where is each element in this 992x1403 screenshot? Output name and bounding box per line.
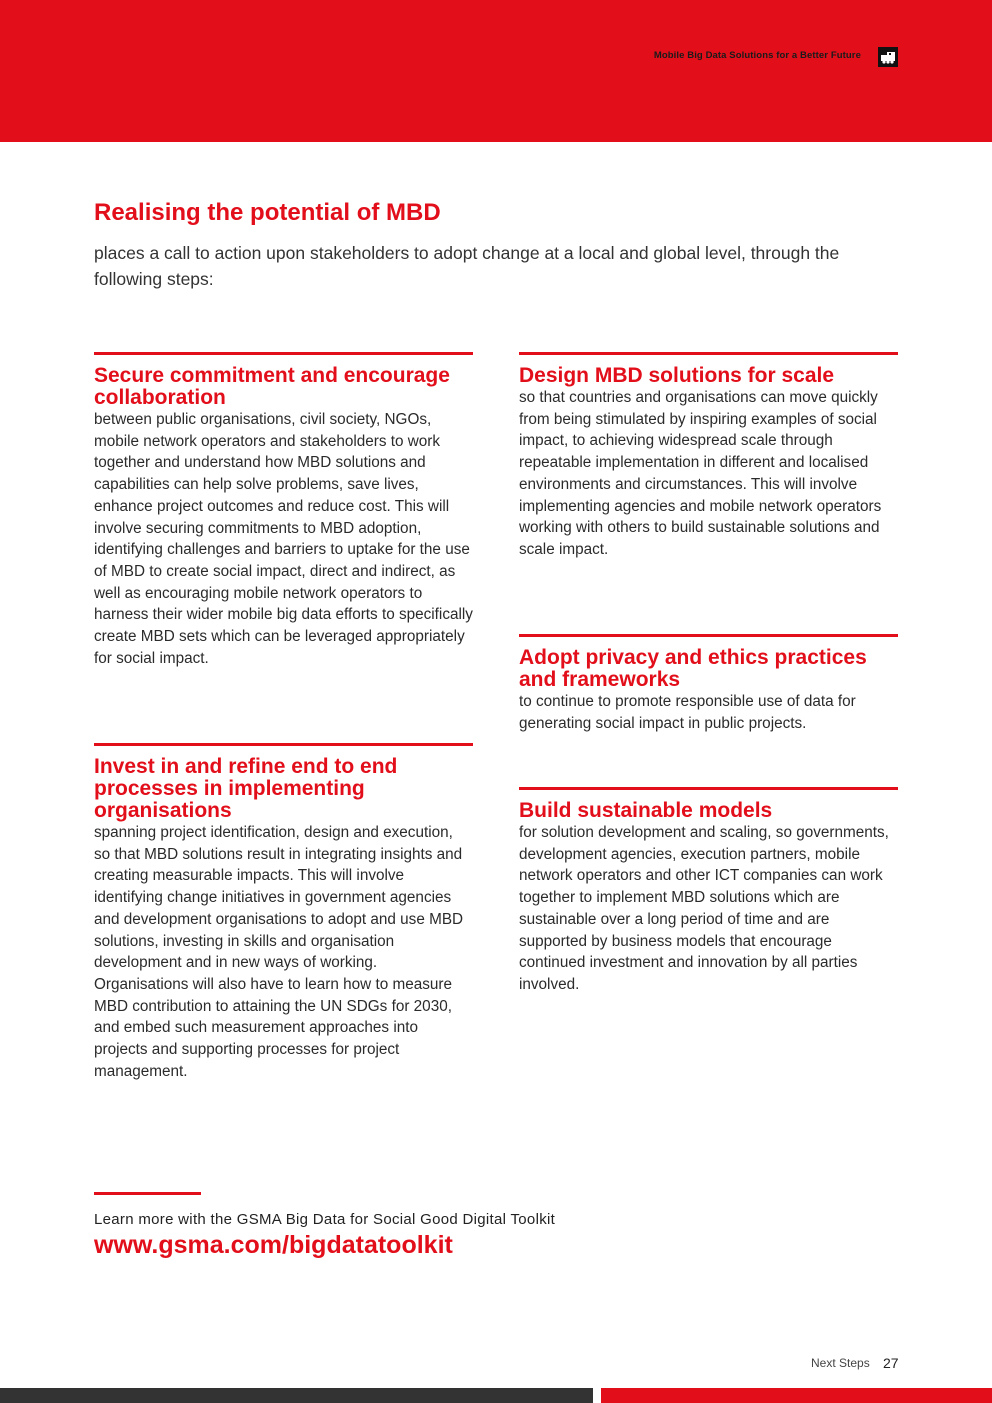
footer-divider (94, 1192, 201, 1195)
step-heading: Invest in and refine end to end processes in implementing organisations (94, 755, 398, 822)
step-card-privacy-ethics (519, 634, 898, 734)
step-body: to continue to promote responsible use of data for generating social impact in public projects. (519, 693, 856, 732)
step-heading: Secure commitment and encourage collaboration (94, 364, 450, 409)
section-title: Realising the potential of MBD (94, 199, 441, 226)
step-body: between public organisations, civil society, NGOs, mobile network operators and stakeholders to work together and understand how MBD solutions and capabilities can help solve problems, save lives, enhance project outcomes and reduce cost. This will involve securing commitments to MBD adoption, identifying challenges and barriers to uptake for the use of MBD to create social impact, direct and indirect, as well as encouraging mobile network operators to harness their wider mobile big data efforts to specifically create MBD sets which can be leveraged appropriately for social impact. (94, 411, 473, 667)
document-title: Mobile Big Data Solutions for a Better Future (653, 50, 861, 61)
header-band (0, 0, 992, 142)
footer-bar-red (601, 1388, 992, 1403)
truck-icon (878, 47, 898, 67)
page-number: 27 (883, 1355, 899, 1371)
footer-bar-dark (0, 1388, 593, 1403)
intro-paragraph: places a call to action upon stakeholders to adopt change at a local and global level, through the following steps: (94, 243, 840, 289)
section-label: Next Steps (811, 1356, 870, 1370)
learn-more-text: Learn more with the GSMA Big Data for Social Good Digital Toolkit (94, 1211, 556, 1228)
step-card-design-for-scale (519, 352, 898, 561)
step-body: for solution development and scaling, so governments, development agencies, execution partners, mobile network operators and other ICT companies can work together to implement MBD solutions which are sustainable over a long period of time and are supported by business models that encourage continued investment and innovation by all parties involved. (519, 824, 889, 993)
step-body: spanning project identification, design and execution, so that MBD solutions result in integrating insights and creating measurable impacts. This will involve identifying change initiatives in government agencies and development organisations to adopt and use MBD solutions, investing in skills and organisation development and in new ways of working. Organisations will also have to learn how to measure MBD contribution to attaining the UN SDGs for 2030, and embed such measurement approaches into projects and supporting processes for project management. (94, 824, 464, 1080)
step-card-invest-refine (94, 743, 473, 1082)
step-heading: Design MBD solutions for scale (519, 364, 835, 387)
step-body: so that countries and organisations can move quickly from being stimulated by inspiring examples of social impact, to achieving widespread scale through repeatable implementation in different and localised environments and circumstances. This will involve implementing agencies and mobile network operators working with others to build sustainable solutions and scale impact. (519, 389, 882, 558)
step-card-sustainable-models (519, 787, 898, 996)
step-heading: Build sustainable models (519, 799, 773, 822)
step-card-secure-commitment (94, 352, 473, 669)
step-heading: Adopt privacy and ethics practices and frameworks (519, 646, 867, 691)
toolkit-link[interactable]: www.gsma.com/bigdatatoolkit (94, 1231, 453, 1259)
